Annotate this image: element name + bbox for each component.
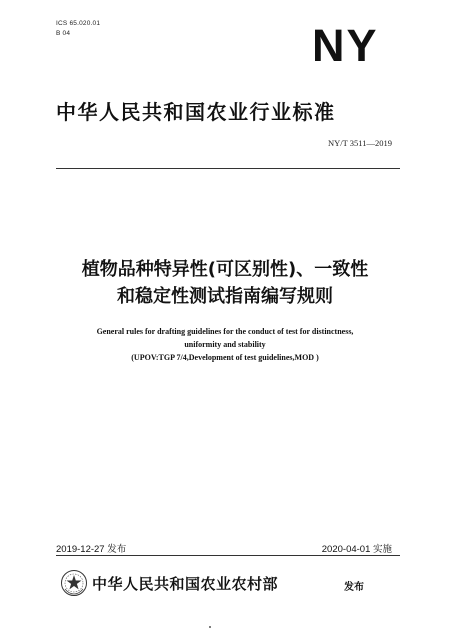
english-title-line-1: General rules for drafting guidelines for the conduct of test for distinctness, xyxy=(96,327,354,336)
publish-label: 发布 xyxy=(344,582,364,593)
top-divider xyxy=(56,168,400,169)
english-title-line-2: uniformity and stability xyxy=(184,340,266,349)
scan-speck xyxy=(209,626,211,628)
ministry-name: 中华人民共和国农业农村部 xyxy=(92,575,279,593)
ministry-emblem-icon xyxy=(60,569,88,597)
ccs-code: B 04 xyxy=(56,30,71,37)
bottom-divider xyxy=(56,555,400,556)
chinese-title-line-1: 植物品种特异性(可区别性)、一致性 xyxy=(81,259,369,280)
ny-brand-mark: NY xyxy=(312,20,379,71)
standard-number: NY/T 3511—2019 xyxy=(328,138,392,148)
implementation-date: 2020-04-01 实施 xyxy=(321,544,392,555)
ics-code: ICS 65.020.01 xyxy=(56,20,101,27)
issue-date: 2019-12-27 发布 xyxy=(56,544,127,555)
english-title-line-3: (UPOV:TGP 7/4,Development of test guidelines,MOD ) xyxy=(131,353,319,362)
chinese-title-line-2: 和稳定性测试指南编写规则 xyxy=(117,286,333,307)
standard-organization-title: 中华人民共和国农业行业标准 xyxy=(56,100,336,124)
